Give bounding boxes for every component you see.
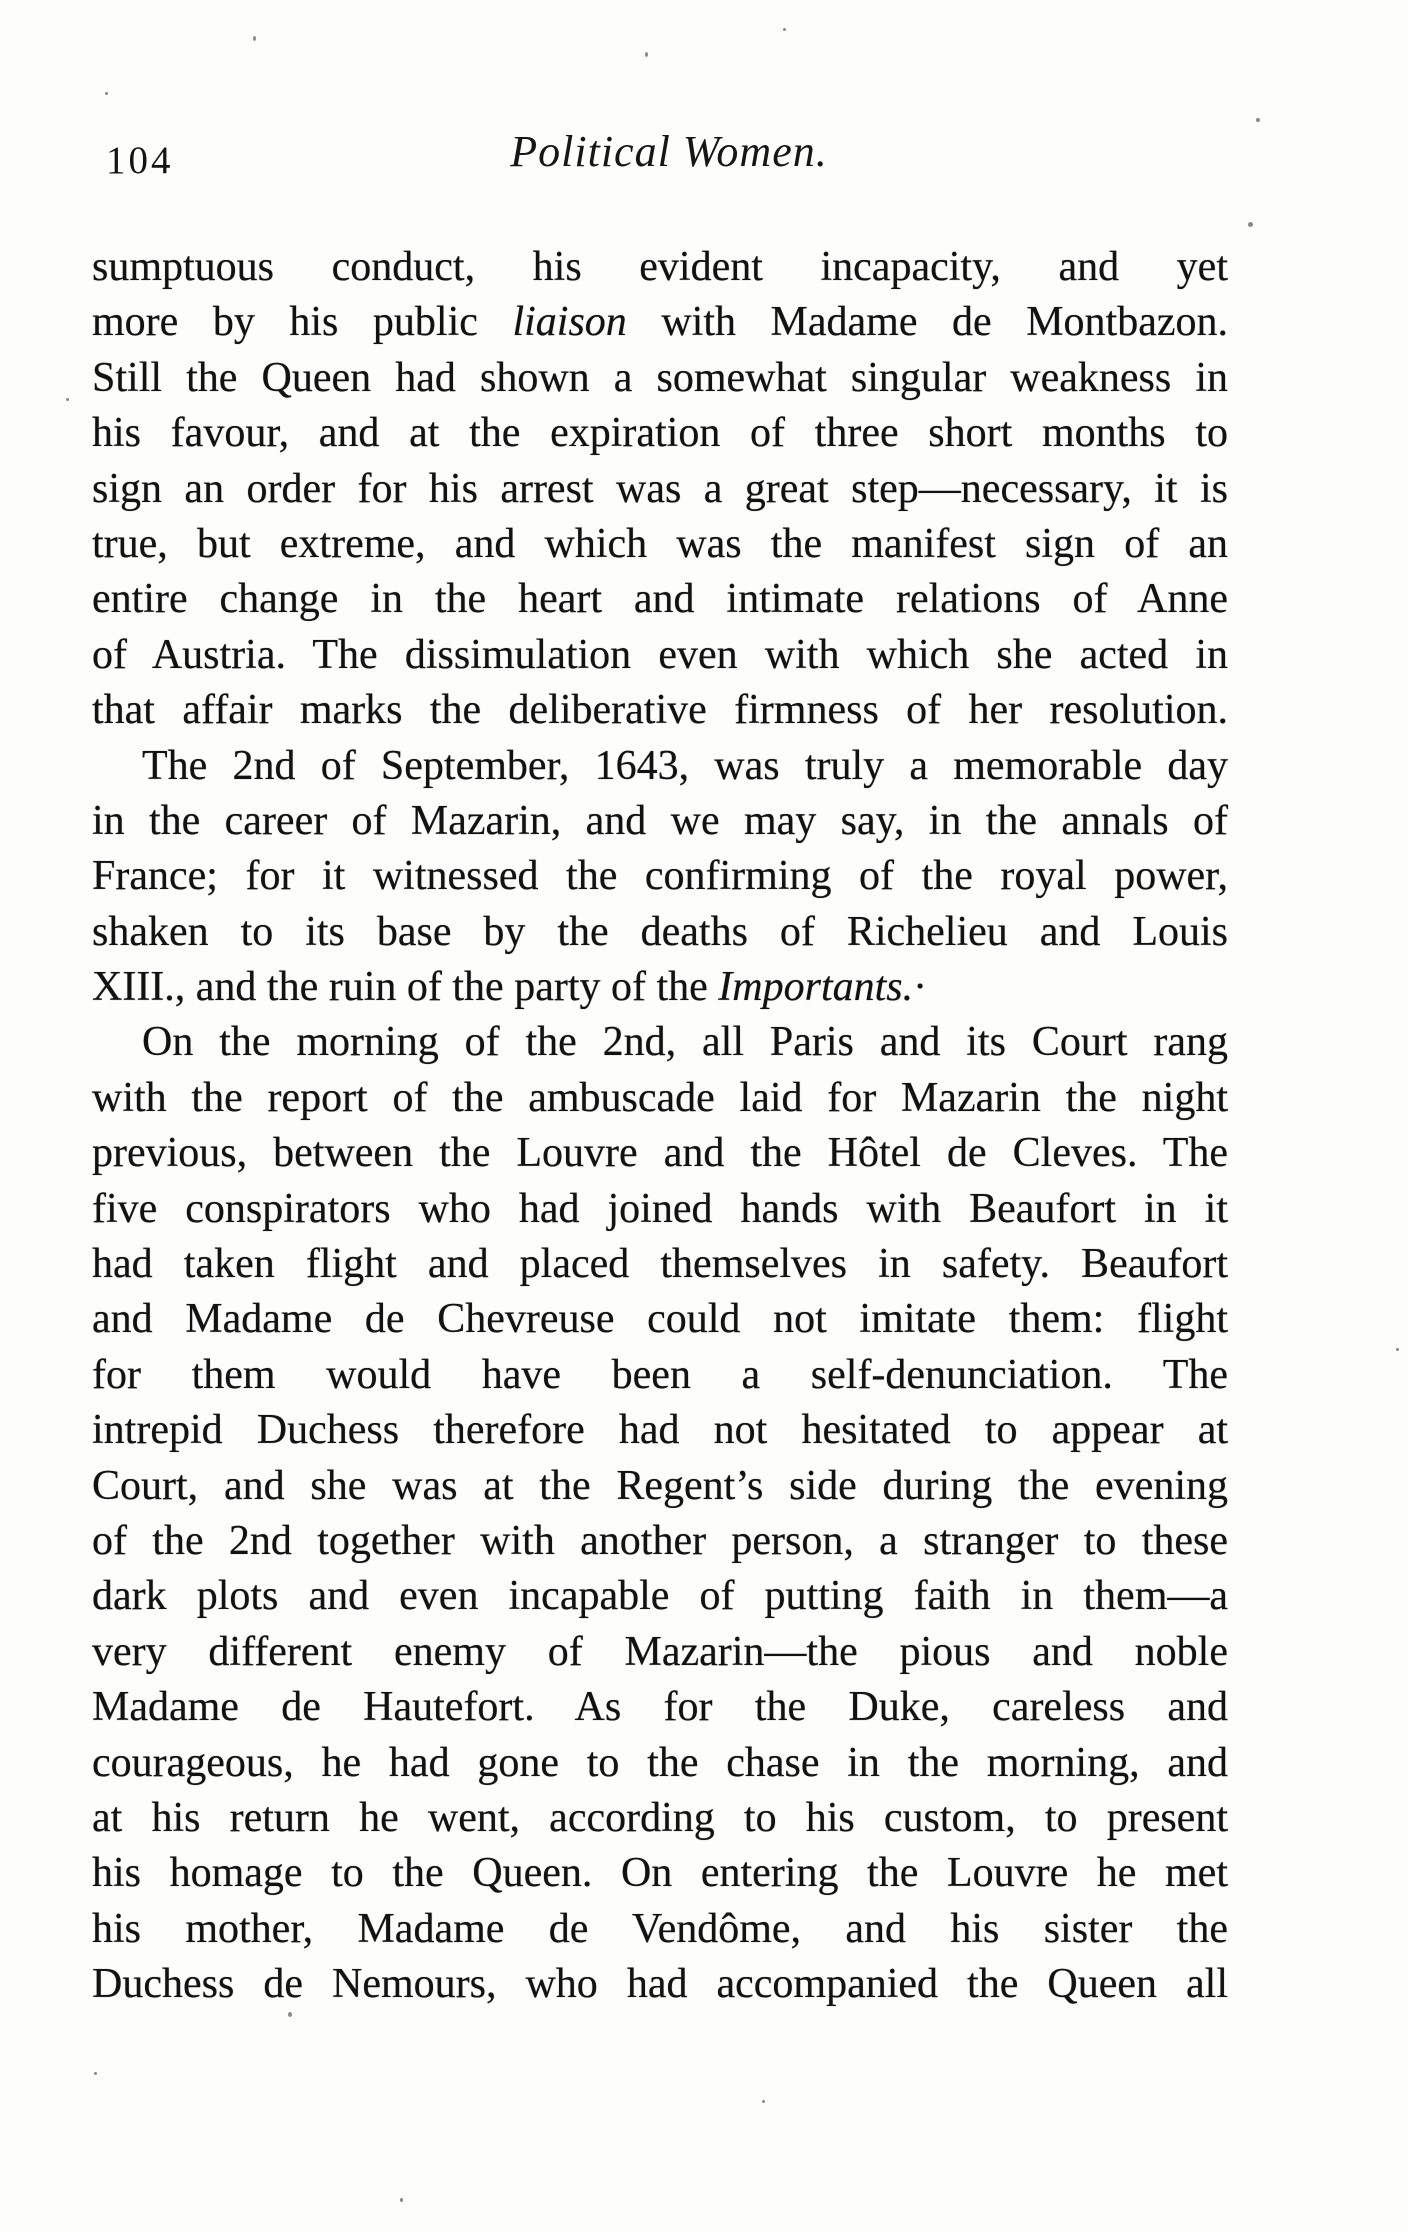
running-title: Political Women. — [510, 127, 828, 176]
text-run: of Austria. The dissimulation even with which she acted in — [92, 631, 1228, 678]
page-number: 104 — [106, 139, 174, 182]
text-line — [92, 1348, 1228, 1403]
text-run: with the report of the ambuscade laid for Mazarin the night — [92, 1074, 1228, 1121]
text-run: entire change in the heart and intimate relations of Anne — [92, 576, 1228, 623]
text-line — [92, 1569, 1228, 1624]
scan-speck — [1248, 222, 1253, 227]
text-line — [92, 351, 1228, 406]
text-line — [92, 1680, 1228, 1735]
text-line — [92, 1459, 1228, 1514]
text-line — [92, 628, 1228, 683]
text-line — [92, 1403, 1228, 1458]
text-run: courageous, he had gone to the chase in the morning, and — [92, 1739, 1228, 1786]
text-line — [92, 406, 1228, 461]
text-run: sumptuous conduct, his evident incapacity, and yet — [92, 244, 1228, 290]
text-run: Court, and she was at the Regent’s side during the evening — [92, 1462, 1228, 1509]
text-run: dark plots and even incapable of putting faith in them—a — [92, 1573, 1228, 1620]
text-line — [92, 1182, 1228, 1237]
text-line — [92, 517, 1228, 572]
text-run: shaken to its base by the deaths of Richelieu and Louis — [92, 908, 1228, 955]
text-run: sign an order for his arrest was a great step—necessary, it is — [92, 465, 1228, 512]
text-run: at his return he went, according to his custom, to present — [92, 1794, 1228, 1841]
scan-speck — [253, 36, 256, 41]
text-run: five conspirators who had joined hands with Beaufort in it — [92, 1185, 1228, 1232]
text-line — [92, 240, 1228, 295]
text-run: of the 2nd together with another person, a stranger to these — [92, 1517, 1228, 1564]
text-line — [92, 905, 1228, 960]
text-line — [92, 1846, 1228, 1901]
text-run: Duchess de Nemours, who had accompanied the Queen all — [92, 1961, 1228, 2008]
text-run: had taken flight and placed themselves in safety. Beaufort — [92, 1241, 1228, 1288]
text-run: in the career of Mazarin, and we may say, in the annals of — [92, 797, 1228, 844]
text-line — [92, 1292, 1228, 1347]
text-run: that affair marks the deliberative firmness of her resolution. — [92, 687, 1228, 734]
italic-text-run: liaison — [512, 299, 627, 346]
text-run: previous, between the Louvre and the Hôtel de Cleves. The — [92, 1130, 1228, 1177]
text-line — [92, 572, 1228, 627]
text-line — [92, 1736, 1228, 1791]
text-run: · — [913, 964, 928, 1011]
text-run: his favour, and at the expiration of three short months to — [92, 410, 1228, 457]
italic-text-run: Importants. — [718, 964, 914, 1011]
text-run: very different enemy of Mazarin—the pious and noble — [92, 1628, 1228, 1675]
text-run: intrepid Duchess therefore had not hesitated to appear at — [92, 1407, 1228, 1454]
text-line — [92, 683, 1228, 738]
scan-speck — [94, 2072, 97, 2075]
text-line — [92, 794, 1228, 849]
scan-speck — [645, 52, 648, 57]
text-line — [92, 739, 1228, 794]
text-line — [92, 1071, 1228, 1126]
text-run: more by his public — [92, 299, 513, 346]
scan-speck — [400, 2198, 403, 2202]
text-run: France; for it witnessed the confirming of the royal power, — [92, 853, 1228, 900]
scan-speck — [105, 92, 108, 95]
text-line — [92, 1514, 1228, 1569]
text-run: Still the Queen had shown a somewhat singular weakness in — [92, 354, 1228, 401]
text-run: with Madame de Montbazon. — [626, 299, 1229, 346]
scan-speck — [762, 2100, 765, 2103]
text-run: true, but extreme, and which was the manifest sign of an — [92, 520, 1228, 567]
text-line — [92, 849, 1228, 904]
scan-speck — [1256, 118, 1260, 122]
text-run: XIII., and the ruin of the party of the — [92, 964, 719, 1011]
text-line — [92, 1902, 1228, 1957]
text-line — [92, 462, 1228, 517]
text-line — [92, 295, 1228, 350]
running-head — [0, 0, 1408, 210]
text-line — [92, 960, 1228, 1015]
page-text — [92, 240, 1228, 2013]
text-run: Madame de Hautefort. As for the Duke, careless and — [92, 1684, 1228, 1731]
text-run: for them would have been a self-denunciation. The — [92, 1351, 1228, 1398]
text-line — [92, 1625, 1228, 1680]
text-line — [92, 1791, 1228, 1846]
text-run: On the morning of the 2nd, all Paris and its Court rang — [142, 1019, 1228, 1066]
text-line — [92, 1957, 1228, 2012]
text-run: and Madame de Chevreuse could not imitate them: flight — [92, 1296, 1228, 1343]
text-line — [92, 1237, 1228, 1292]
text-run: his mother, Madame de Vendôme, and his sister the — [92, 1905, 1228, 1952]
text-run: The 2nd of September, 1643, was truly a memorable day — [142, 742, 1228, 789]
scan-speck — [783, 28, 786, 31]
text-run: his homage to the Queen. On entering the Louvre he met — [92, 1850, 1228, 1897]
text-line — [92, 1015, 1228, 1070]
scan-speck — [288, 2012, 292, 2017]
text-line — [92, 1126, 1228, 1181]
scan-speck — [66, 398, 69, 401]
scan-speck — [1396, 1348, 1399, 1351]
